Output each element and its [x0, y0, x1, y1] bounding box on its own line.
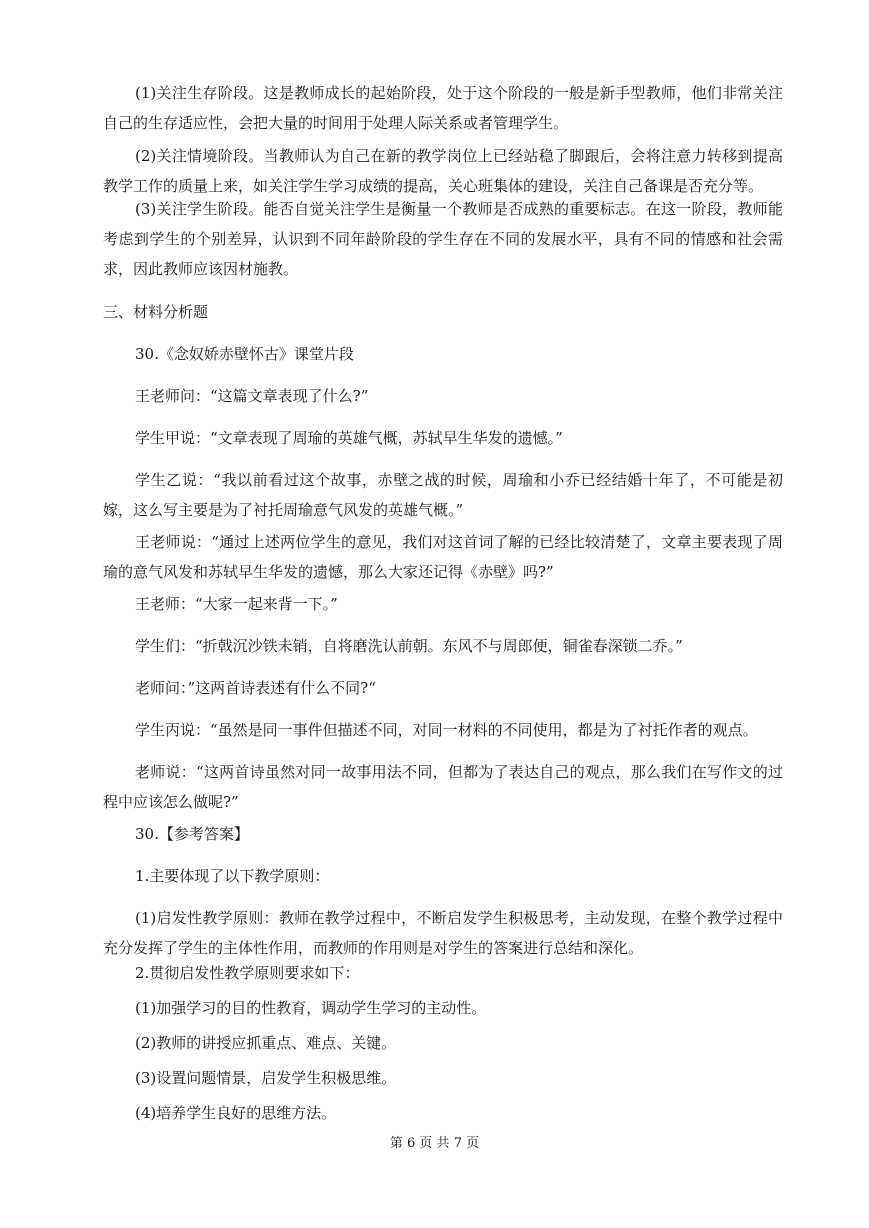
paragraph-stage-survival: (1)关注生存阶段。这是教师成长的起始阶段，处于这个阶段的一般是新手型教师，他们非常关注自己的生存适应性，会把大量的时间用于处理人际关系或者管理学生。: [103, 84, 783, 132]
answer-item: 2.贯彻启发性教学原则要求如下：: [135, 964, 360, 982]
answer-item: 1.主要体现了以下教学原则：: [135, 867, 330, 885]
dialogue-line: 老师说：“这两首诗虽然对同一故事用法不同，但都为了表达自己的观点，那么我们在写作文的过程中应该怎么做呢?”: [103, 763, 783, 811]
dialogue-line: 学生乙说：“我以前看过这个故事，赤壁之战的时候，周瑜和小乔已经结婚十年了，不可能是初嫁，这么写主要是为了衬托周瑜意气风发的英雄气概。”: [103, 471, 783, 519]
paragraph-stage-situation: (2)关注情境阶段。当教师认为自己在新的教学岗位上已经站稳了脚跟后，会将注意力转移到提高教学工作的质量上来，如关注学生学习成绩的提高，关心班集体的建设，关注自己备课是否充分等。: [103, 147, 783, 195]
answer-item: (2)教师的讲授应抓重点、难点、关键。: [135, 1034, 397, 1052]
dialogue-line: 王老师：“大家一起来背一下。”: [135, 595, 338, 613]
dialogue-line: 学生丙说：“虽然是同一事件但描述不同，对同一材料的不同使用，都是为了衬托作者的观点。: [135, 721, 758, 739]
dialogue-line: 王老师问：“这篇文章表现了什么?”: [135, 387, 369, 405]
dialogue-line: 老师问：”这两首诗表述有什么不同?“: [135, 679, 376, 697]
paragraph-stage-students: (3)关注学生阶段。能否自觉关注学生是衡量一个教师是否成熟的重要标志。在这一阶段，教师能考虑到学生的个别差异，认识到不同年龄阶段的学生存在不同的发展水平，具有不同的情感和社会需求，因此教师应该因材施教。: [103, 200, 783, 278]
answer-item: (1)启发性教学原则：教师在教学过程中，不断启发学生积极思考，主动发现，在整个教学过程中充分发挥了学生的主体性作用，而教师的作用则是对学生的答案进行总结和深化。: [103, 909, 783, 957]
answer-item: (1)加强学习的目的性教育，调动学生学习的主动性。: [135, 999, 487, 1017]
question-title: 30.《念奴娇赤壁怀古》课堂片段: [135, 345, 354, 363]
answer-item: (3)设置问题情景，启发学生积极思维。: [135, 1069, 397, 1087]
answer-item: (4)培养学生良好的思维方法。: [135, 1104, 337, 1122]
page-footer: 第 6 页 共 7 页: [389, 1136, 480, 1151]
dialogue-line: 学生甲说：“文章表现了周瑜的英雄气概，苏轼早生华发的遗憾。”: [135, 429, 563, 447]
dialogue-line: 王老师说：“通过上述两位学生的意见，我们对这首词了解的已经比较清楚了，文章主要表现了周瑜的意气风发和苏轼早生华发的遗憾，那么大家还记得《赤壁》吗?”: [103, 533, 783, 581]
dialogue-line: 学生们：“折戟沉沙铁未销，自将磨洗认前朝。东风不与周郎便，铜雀春深锁二乔。”: [135, 637, 683, 655]
section-heading: 三、材料分析题: [103, 303, 209, 321]
answer-heading: 30.【参考答案】: [135, 825, 249, 843]
